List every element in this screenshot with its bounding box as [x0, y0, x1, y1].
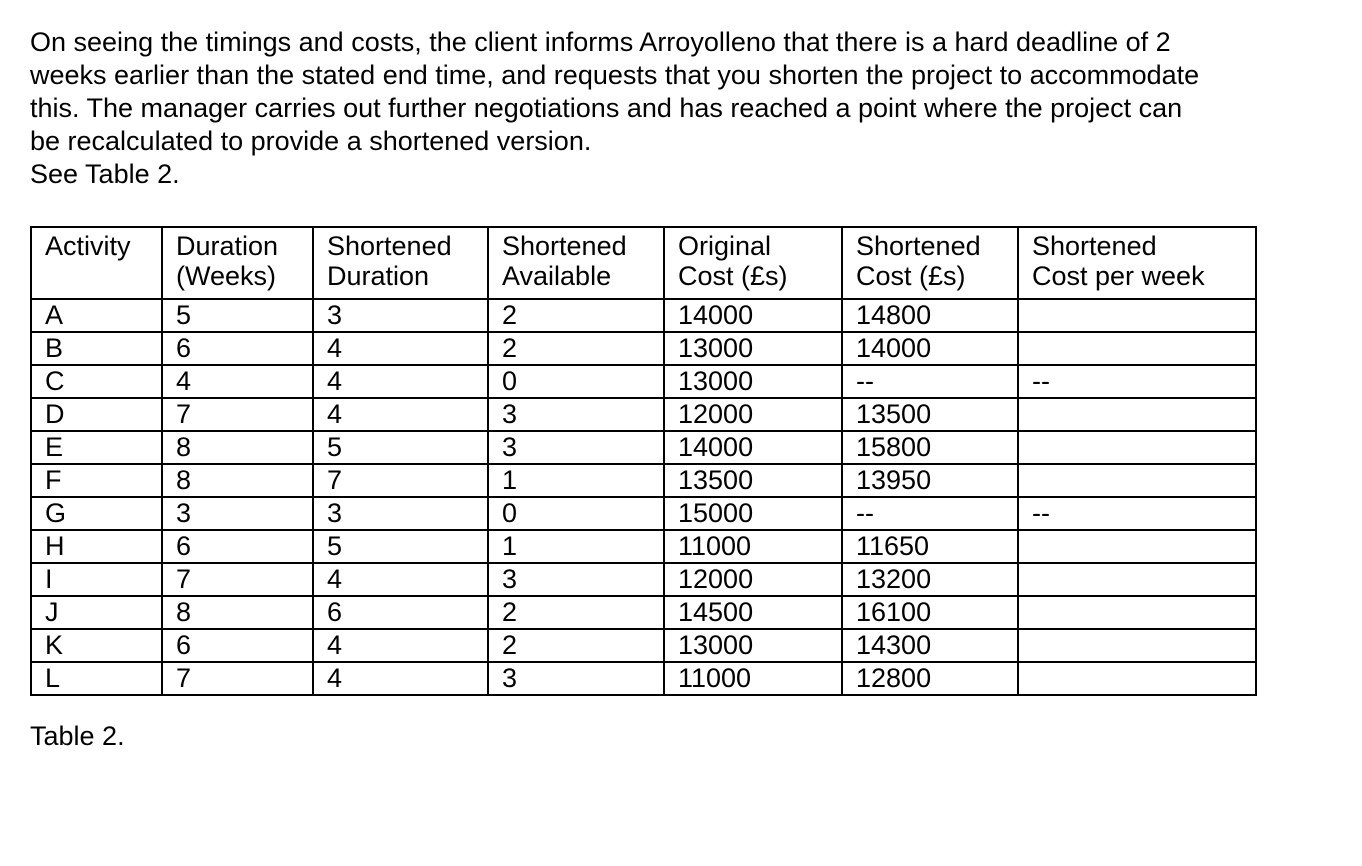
cell-shortened-duration: 4 — [313, 365, 488, 398]
table-row — [31, 431, 1256, 464]
table-row — [31, 530, 1256, 563]
table-row — [31, 332, 1256, 365]
cell-shortened-cost: 12800 — [842, 662, 1018, 695]
cell-shortened-duration: 7 — [313, 464, 488, 497]
cell-shortened-cost-per-week — [1018, 332, 1256, 365]
cell-shortened-duration: 5 — [313, 530, 488, 563]
cell-shortened-cost-per-week — [1018, 596, 1256, 629]
cell-original-cost: 15000 — [664, 497, 842, 530]
cell-activity: K — [31, 629, 162, 662]
cell-activity: H — [31, 530, 162, 563]
cell-shortened-available: 3 — [488, 563, 664, 596]
cell-activity: G — [31, 497, 162, 530]
cell-shortened-available: 0 — [488, 365, 664, 398]
cell-original-cost: 13000 — [664, 332, 842, 365]
cell-duration-weeks: 8 — [162, 464, 313, 497]
cell-duration-weeks: 7 — [162, 563, 313, 596]
cell-shortened-available: 1 — [488, 464, 664, 497]
cell-shortened-cost-per-week — [1018, 398, 1256, 431]
cell-activity: B — [31, 332, 162, 365]
cell-original-cost: 14000 — [664, 431, 842, 464]
cell-duration-weeks: 7 — [162, 662, 313, 695]
cell-shortened-cost: 13950 — [842, 464, 1018, 497]
see-table-reference: See Table 2. — [30, 159, 180, 189]
column-header-shortened-duration: Shortened Duration — [313, 227, 488, 299]
table-row — [31, 398, 1256, 431]
cell-shortened-duration: 4 — [313, 398, 488, 431]
cell-duration-weeks: 4 — [162, 365, 313, 398]
cell-activity: F — [31, 464, 162, 497]
cell-shortened-duration: 3 — [313, 299, 488, 332]
column-header-activity: Activity — [31, 227, 162, 299]
cell-shortened-cost: -- — [842, 365, 1018, 398]
cell-duration-weeks: 8 — [162, 431, 313, 464]
cell-shortened-cost: 11650 — [842, 530, 1018, 563]
cell-shortened-cost: 13200 — [842, 563, 1018, 596]
cell-original-cost: 12000 — [664, 398, 842, 431]
table-row — [31, 563, 1256, 596]
cell-duration-weeks: 5 — [162, 299, 313, 332]
table-row — [31, 629, 1256, 662]
cell-shortened-cost: 14300 — [842, 629, 1018, 662]
cell-shortened-cost: 14000 — [842, 332, 1018, 365]
cell-duration-weeks: 7 — [162, 398, 313, 431]
table-row — [31, 662, 1256, 695]
cell-duration-weeks: 3 — [162, 497, 313, 530]
cell-shortened-duration: 3 — [313, 497, 488, 530]
cell-shortened-available: 2 — [488, 629, 664, 662]
cell-shortened-cost-per-week — [1018, 629, 1256, 662]
cell-activity: I — [31, 563, 162, 596]
column-header-original-cost: Original Cost (£s) — [664, 227, 842, 299]
cell-shortened-available: 3 — [488, 431, 664, 464]
column-header-duration-weeks: Duration (Weeks) — [162, 227, 313, 299]
cell-activity: C — [31, 365, 162, 398]
cell-activity: D — [31, 398, 162, 431]
cell-shortened-duration: 4 — [313, 629, 488, 662]
cell-activity: J — [31, 596, 162, 629]
cell-shortened-cost-per-week — [1018, 662, 1256, 695]
cell-shortened-available: 3 — [488, 398, 664, 431]
cell-shortened-cost-per-week: -- — [1018, 365, 1256, 398]
cell-duration-weeks: 8 — [162, 596, 313, 629]
cell-shortened-cost: 15800 — [842, 431, 1018, 464]
cell-shortened-cost: 16100 — [842, 596, 1018, 629]
table-body — [31, 299, 1256, 695]
cell-duration-weeks: 6 — [162, 629, 313, 662]
cell-activity: A — [31, 299, 162, 332]
cell-shortened-cost-per-week — [1018, 464, 1256, 497]
cell-shortened-available: 3 — [488, 662, 664, 695]
cell-shortened-cost: 14800 — [842, 299, 1018, 332]
cell-original-cost: 11000 — [664, 662, 842, 695]
cell-original-cost: 14000 — [664, 299, 842, 332]
table-row — [31, 464, 1256, 497]
cell-shortened-cost: -- — [842, 497, 1018, 530]
cell-shortened-cost-per-week — [1018, 431, 1256, 464]
table-row — [31, 596, 1256, 629]
cell-original-cost: 11000 — [664, 530, 842, 563]
table-row — [31, 299, 1256, 332]
intro-text — [30, 26, 1350, 191]
cell-shortened-available: 2 — [488, 596, 664, 629]
cell-shortened-available: 1 — [488, 530, 664, 563]
cell-original-cost: 13000 — [664, 629, 842, 662]
cell-original-cost: 12000 — [664, 563, 842, 596]
table-header-row — [31, 227, 1256, 299]
column-header-shortened-available: Shortened Available — [488, 227, 664, 299]
cell-shortened-available: 2 — [488, 299, 664, 332]
cell-original-cost: 13500 — [664, 464, 842, 497]
cell-activity: E — [31, 431, 162, 464]
cell-shortened-duration: 4 — [313, 332, 488, 365]
cell-shortened-duration: 4 — [313, 662, 488, 695]
cell-shortened-duration: 5 — [313, 431, 488, 464]
cell-shortened-cost-per-week: -- — [1018, 497, 1256, 530]
column-header-shortened-cost-per-week: Shortened Cost per week — [1018, 227, 1256, 299]
cell-shortened-cost-per-week — [1018, 530, 1256, 563]
cell-shortened-duration: 6 — [313, 596, 488, 629]
cell-shortened-available: 2 — [488, 332, 664, 365]
cell-activity: L — [31, 662, 162, 695]
column-header-shortened-cost: Shortened Cost (£s) — [842, 227, 1018, 299]
activity-table — [30, 226, 1257, 696]
table-caption: Table 2. — [30, 721, 125, 751]
table-row — [31, 365, 1256, 398]
cell-duration-weeks: 6 — [162, 530, 313, 563]
cell-original-cost: 13000 — [664, 365, 842, 398]
intro-paragraph: On seeing the timings and costs, the client informs Arroyolleno that there is a hard deadline of 2 weeks earlier than the stated end time, and requests that you shorten the project to accommodate this. The manager carries out further negotiations and has reached a point where the project can be recalculated to provide a shortened version. — [30, 27, 1200, 156]
cell-original-cost: 14500 — [664, 596, 842, 629]
table-row — [31, 497, 1256, 530]
cell-shortened-cost-per-week — [1018, 299, 1256, 332]
cell-shortened-available: 0 — [488, 497, 664, 530]
cell-duration-weeks: 6 — [162, 332, 313, 365]
cell-shortened-cost: 13500 — [842, 398, 1018, 431]
cell-shortened-cost-per-week — [1018, 563, 1256, 596]
cell-shortened-duration: 4 — [313, 563, 488, 596]
